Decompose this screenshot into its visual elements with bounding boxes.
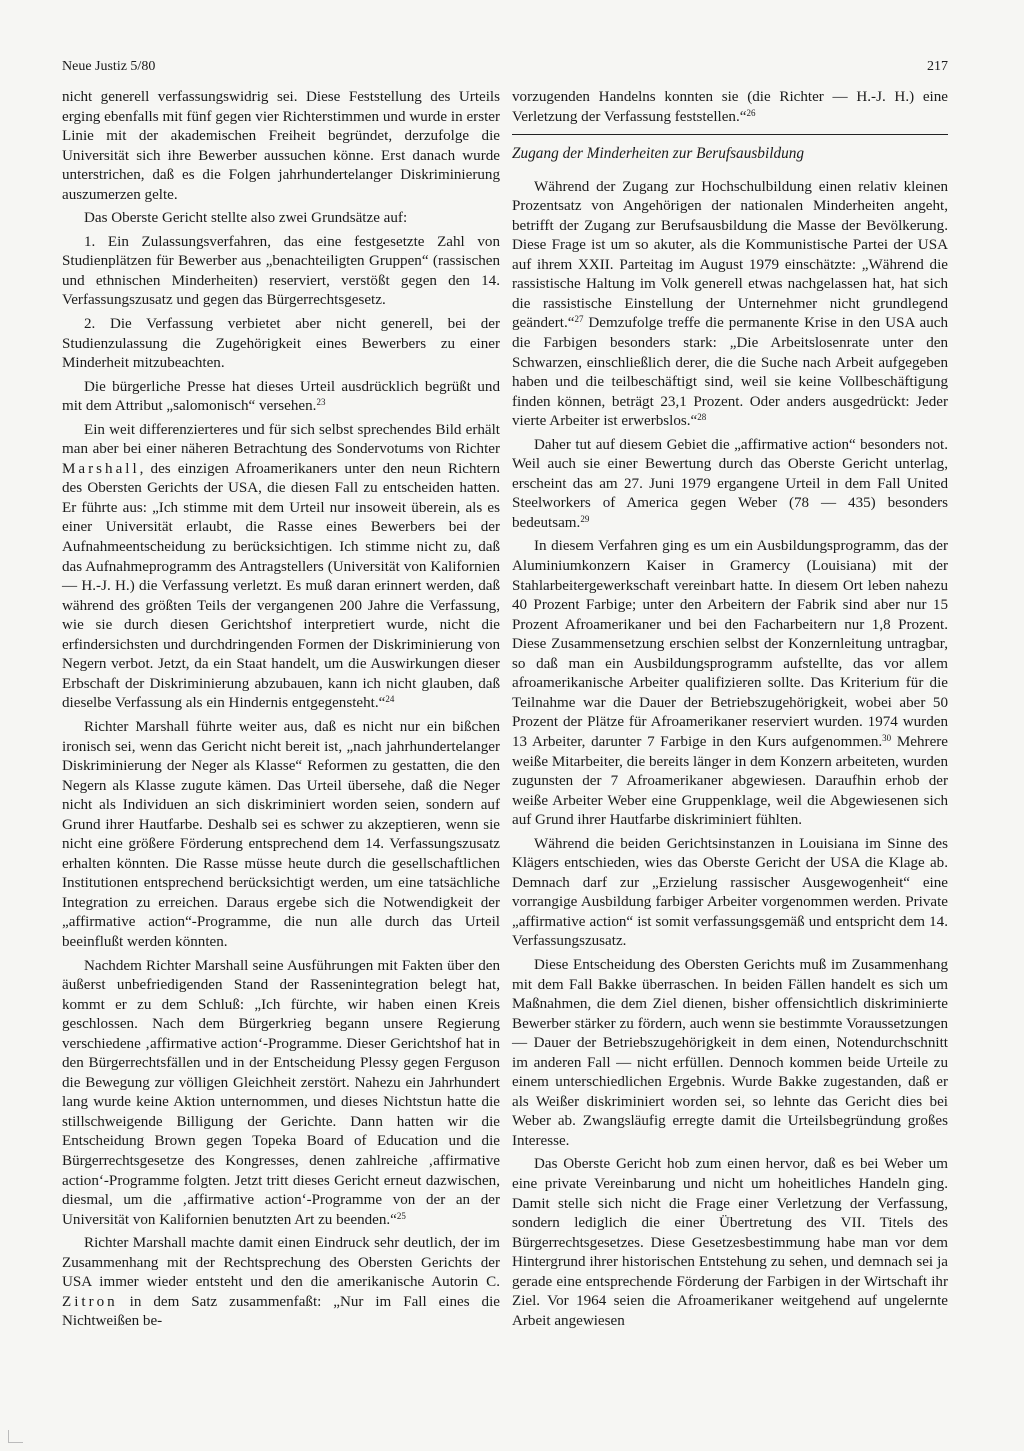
paragraph: vorzugenden Handelns konnten sie (die Richter — H.-J. H.) eine Verletzung der Verfassung feststellen.“$^{26}$ — [512, 89, 948, 125]
spaced-name: Zitron — [62, 1293, 118, 1310]
paragraph: nicht generell verfassungswidrig sei. Diese Feststellung des Urteils erging ebenfalls mit fünf gegen vier Richterstimmen und wurde in erster Linie mit der akademischen Freiheit begründet, derzufolge die Universität sich ihre Bewerber aussuchen könne. Erst danach wurde unterstrichen, daß es die Folgen jahrhundertelanger Diskriminierung auszumerzen gelte. — [62, 89, 500, 203]
page-number: 217 — [927, 59, 948, 74]
paragraph: Während die beiden Gerichtsinstanzen in Louisiana im Sinne des Klägers entschieden, wies das Oberste Gericht der USA die Klage ab. Demnach darf zur „Erzielung rassischer Ausgewogenheit“ eine vorrangige Ausbildung farbiger Arbeiter vorgenommen werden. Private „affirmative action“ ist somit verfassungsgemäß und entspricht dem 14. Verfassungszusatz. — [512, 835, 948, 950]
journal-title: Neue Justiz 5/80 — [62, 59, 156, 74]
paragraph: Diese Entscheidung des Obersten Gerichts muß im Zusammenhang mit dem Fall Bakke überraschen. In beiden Fällen handelt es sich um Maßnahmen, die dem Ziel dienen, bisher offensichtlich diskriminierte Bewerber stärker zu fördern, auch wenn sie bestimmte Voraussetzungen — Dauer der Betriebszugehörigkeit in dem einen, Notendurchschnitt im anderen Fall — nicht erfüllen. Dennoch kommen beide Urteile zu einem unterschiedlichen Ergebnis. Wurde Bakke zugestanden, daß er als Weißer diskriminiert worden sei, so lehnte das Gericht dies bei Weber ab. Zwangsläufig erregte damit die Urteilsbegründung großes Interesse. — [512, 956, 948, 1149]
section-heading: Zugang der Minderheiten zur Berufsausbildung — [512, 145, 805, 163]
section-divider — [512, 134, 948, 135]
paragraph: In diesem Verfahren ging es um ein Ausbildungsprogramm, das der Aluminiumkonzern Kaiser in Gramercy (Louisiana) mit der Stahlarbeitergewerkschaft vereinbart hatte. In diesem Ort leben nahezu 40 Prozent Farbige; unter den Arbeitern der Fabrik sind aber nur 15 Prozent Afroamerikaner und bei den Facharbeitern nur 1,8 Prozent. Diese Zusammensetzung erschien selbst der Konzernleitung untragbar, so daß man ein Ausbildungsprogramm aufstellte, das vor allem afroamerikanische Arbeiter qualifizieren sollte. Das Kriterium für die Teilnahme war die Dauer der Betriebszugehörigkeit, wobei aber 50 Prozent der Plätze für Afroamerikaner reserviert wurden. 1974 wurden 13 Arbeiter, darunter 7 Farbige in den Kurs aufgenommen.$^{30}$ Mehrere weiße Mitarbeiter, die bereits länger in dem Konzern arbeiteten, wurden zugunsten der 7 Afroamerikaner abgewiesen. Daraufhin erhob der weiße Arbeiter Weber eine Gruppenklage, weil die Abgewiesenen sich auf Grund ihrer Hautfarbe diskriminiert fühlten. — [512, 538, 948, 829]
paragraph: Das Oberste Gericht stellte also zwei Grundsätze auf: — [84, 210, 408, 227]
scan-corner-mark — [8, 1430, 23, 1443]
paragraph: Das Oberste Gericht hob zum einen hervor, daß es bei Weber um eine private Vereinbarung und nicht um hoheitliches Handeln ging. Damit stelle sich nicht die Frage einer Verletzung der Verfassung, sondern lediglich die einer Übertretung des VII. Titels des Bürgerrechtsgesetzes. Diese Gesetzesbestimmung habe man vor dem Hintergrund ihrer historischen Entstehung zu sehen, und demnach sei ja gerade eine entsprechende Förderung der Farbigen in der Wirtschaft ihr Ziel. Vor 1964 seien die Afroamerikaner weitgehend auf ungelernte Arbeit angewiesen — [512, 1156, 948, 1329]
footnote-marker: 30 — [882, 732, 892, 743]
paragraph: Richter Marshall machte damit einen Eindruck sehr deutlich, der im Zusammenhang mit der Rechtsprechung des Obersten Gerichts der USA immer wieder entsteht und den die amerikanische Autorin C. Zitron in dem Satz zusammenfaßt: „Nur im Fall eines die Nichtweißen be- — [62, 1235, 500, 1330]
footnote-marker: 25 — [396, 1210, 406, 1221]
list-item: 2. Die Verfassung verbietet aber nicht generell, bei der Studienzulassung die Zugehörigkeit eines Bewerbers zu einer Minderheit mitzubeachten. — [62, 316, 500, 372]
footnote-marker: 27 — [574, 314, 584, 325]
footnote-marker: 24 — [385, 694, 395, 705]
footnote-marker: 26 — [746, 107, 756, 118]
right-column — [512, 88, 948, 1335]
paragraph: Daher tut auf diesem Gebiet die „affirmative action“ besonders not. Weil auch sie einer Bewertung durch das Oberste Gericht unterlag, erscheint das am 27. Juni 1979 ergangene Urteil in dem Fall United Steelworkers of America gegen Weber (78 — 435) besonders bedeutsam.$^{29}$ — [512, 436, 948, 531]
paragraph: Während der Zugang zur Hochschulbildung einen relativ kleinen Prozentsatz von Angehörigen der nationalen Minderheiten angeht, betrifft der Zugang zur Berufsausbildung die Masse der Bevölkerung. Diese Frage ist um so akuter, als die Kommunistische Partei der USA auf ihrem XXII. Parteitag im August 1979 einschätzte: „Während die rassistische Haltung im Volk generell etwas nachgelassen hat, hat sich die rassistische Einstellung der Unternehmer nicht grundlegend geändert.“$^{27}$ Demzufolge treffe die permanente Krise in den USA auch die Farbigen besonders stark: „Die Arbeitslosenrate unter den Schwarzen, einschließlich derer, die die Suche nach Arbeit aufgegeben haben und die teilbeschäftigt sind, weil sie keine Vollbeschäftigung finden können, beträgt 23,1 Prozent. Oder anders ausgedrückt: Jeder vierte Arbeiter ist erwerbslos.“$^{28}$ — [512, 178, 948, 430]
paragraph: Nachdem Richter Marshall seine Ausführungen mit Fakten über den äußerst unbefriedigenden Stand der Rassenintegration belegt hat, kommt er zu dem Schluß: „Ich fürchte, wir haben einen Kreis geschlossen. Nach dem Bürgerkrieg begann unsere Regierung verschiedene ‚affirmative action‘-Programme. Dieser Gerichtshof hat in den Bürgerrechtsfällen und in der Entscheidung Plessy gegen Ferguson die Bewegung zur völligen Gleichheit zerstört. Nahezu ein Jahrhundert lang wurde keine Aktion unternommen, und dieses Nichtstun hatte die stillschweigende Billigung der Gerichte. Dann hatten wir die Entscheidung Brown gegen Topeka Board of Education und die Bürgerrechtsgesetze des Kongresses, denen zahlreiche ‚affirmative action‘-Programme folgten. Jetzt tritt dieses Gericht erneut dazwischen, diesmal, um die ‚affirmative action‘-Programme von der an der Universität von Kalifornien benutzten Art zu beenden.“$^{25}$ — [62, 957, 500, 1228]
running-header — [62, 58, 948, 76]
footnote-marker: 28 — [697, 412, 707, 423]
footnote-marker: 29 — [580, 513, 590, 524]
left-column — [62, 88, 500, 1336]
paragraph: Die bürgerliche Presse hat dieses Urteil ausdrücklich begrüßt und mit dem Attribut „salomonisch“ versehen.$^{23}$ — [62, 378, 500, 415]
list-item: 1. Ein Zulassungsverfahren, das eine festgesetzte Zahl von Studienplätzen für Bewerber aus „benachteiligten Gruppen“ (rassischen und ethnischen Minderheiten) reserviert, verstößt gegen den 14. Verfassungszusatz und gegen das Bürgerrechtsgesetz. — [62, 233, 500, 309]
spaced-name: Marshall — [62, 460, 140, 477]
footnote-marker: 23 — [316, 397, 326, 408]
paragraph: Ein weit differenzierteres und für sich selbst sprechendes Bild erhält man aber bei einer näheren Betrachtung des Sondervotums von Richter Marshall, des einzigen Afroamerikaners unter den neun Richtern des Obersten Gerichts der USA, die diesen Fall zu entscheiden hatten. Er führte aus: „Ich stimme mit dem Urteil nur insoweit überein, als es einer Universität erlaubt, die Rasse eines Bewerbers bei der Aufnahmeentscheidung zu berücksichtigen. Ich stimme nicht zu, daß das Aufnahmeprogramm des Antragstellers (Universität von Kalifornien — H.-J. H.) die Verfassung verletzt. Es muß daran erinnert werden, daß während des größten Teils der vergangenen 200 Jahre die Verfassung, wie sie durch diesen Gerichtshof interpretiert wurde, nicht die erfindersichsten und durchdringenden Formen der Diskriminierung von Negern verbot. Jetzt, da ein Staat handelt, um die Auswirkungen dieser Erbschaft der Diskriminierung abzubauen, kann ich nicht glauben, daß dieselbe Verfassung als ein Hindernis entgegensteht.“$^{24}$ — [62, 421, 500, 712]
paragraph: Richter Marshall führte weiter aus, daß es nicht nur ein bißchen ironisch sei, wenn das Gericht nicht bereit ist, „nach jahrhundertelanger Diskriminierung der Neger als Klasse“ Reformen zu gestatten, die den Negern als Klasse zugute kämen. Das Urteil übersehe, daß die Neger nicht als Individuen an sich diskriminiert worden seien, sondern auf Grund ihrer Hautfarbe. Deshalb sei es schwer zu akzeptieren, wenn sie nicht eine größere Förderung entsprechend dem 14. Verfassungszusatz erhalten könnten. Die Rasse müsse heute durch die gesellschaftlichen Institutionen entsprechend berücksichtigt werden, um eine tatsächliche Integration zu erreichen. Daraus ergebe sich die Notwendigkeit der „affirmative action“-Programme, die nun alle durch das Urteil beeinflußt werden könnten. — [62, 718, 500, 950]
